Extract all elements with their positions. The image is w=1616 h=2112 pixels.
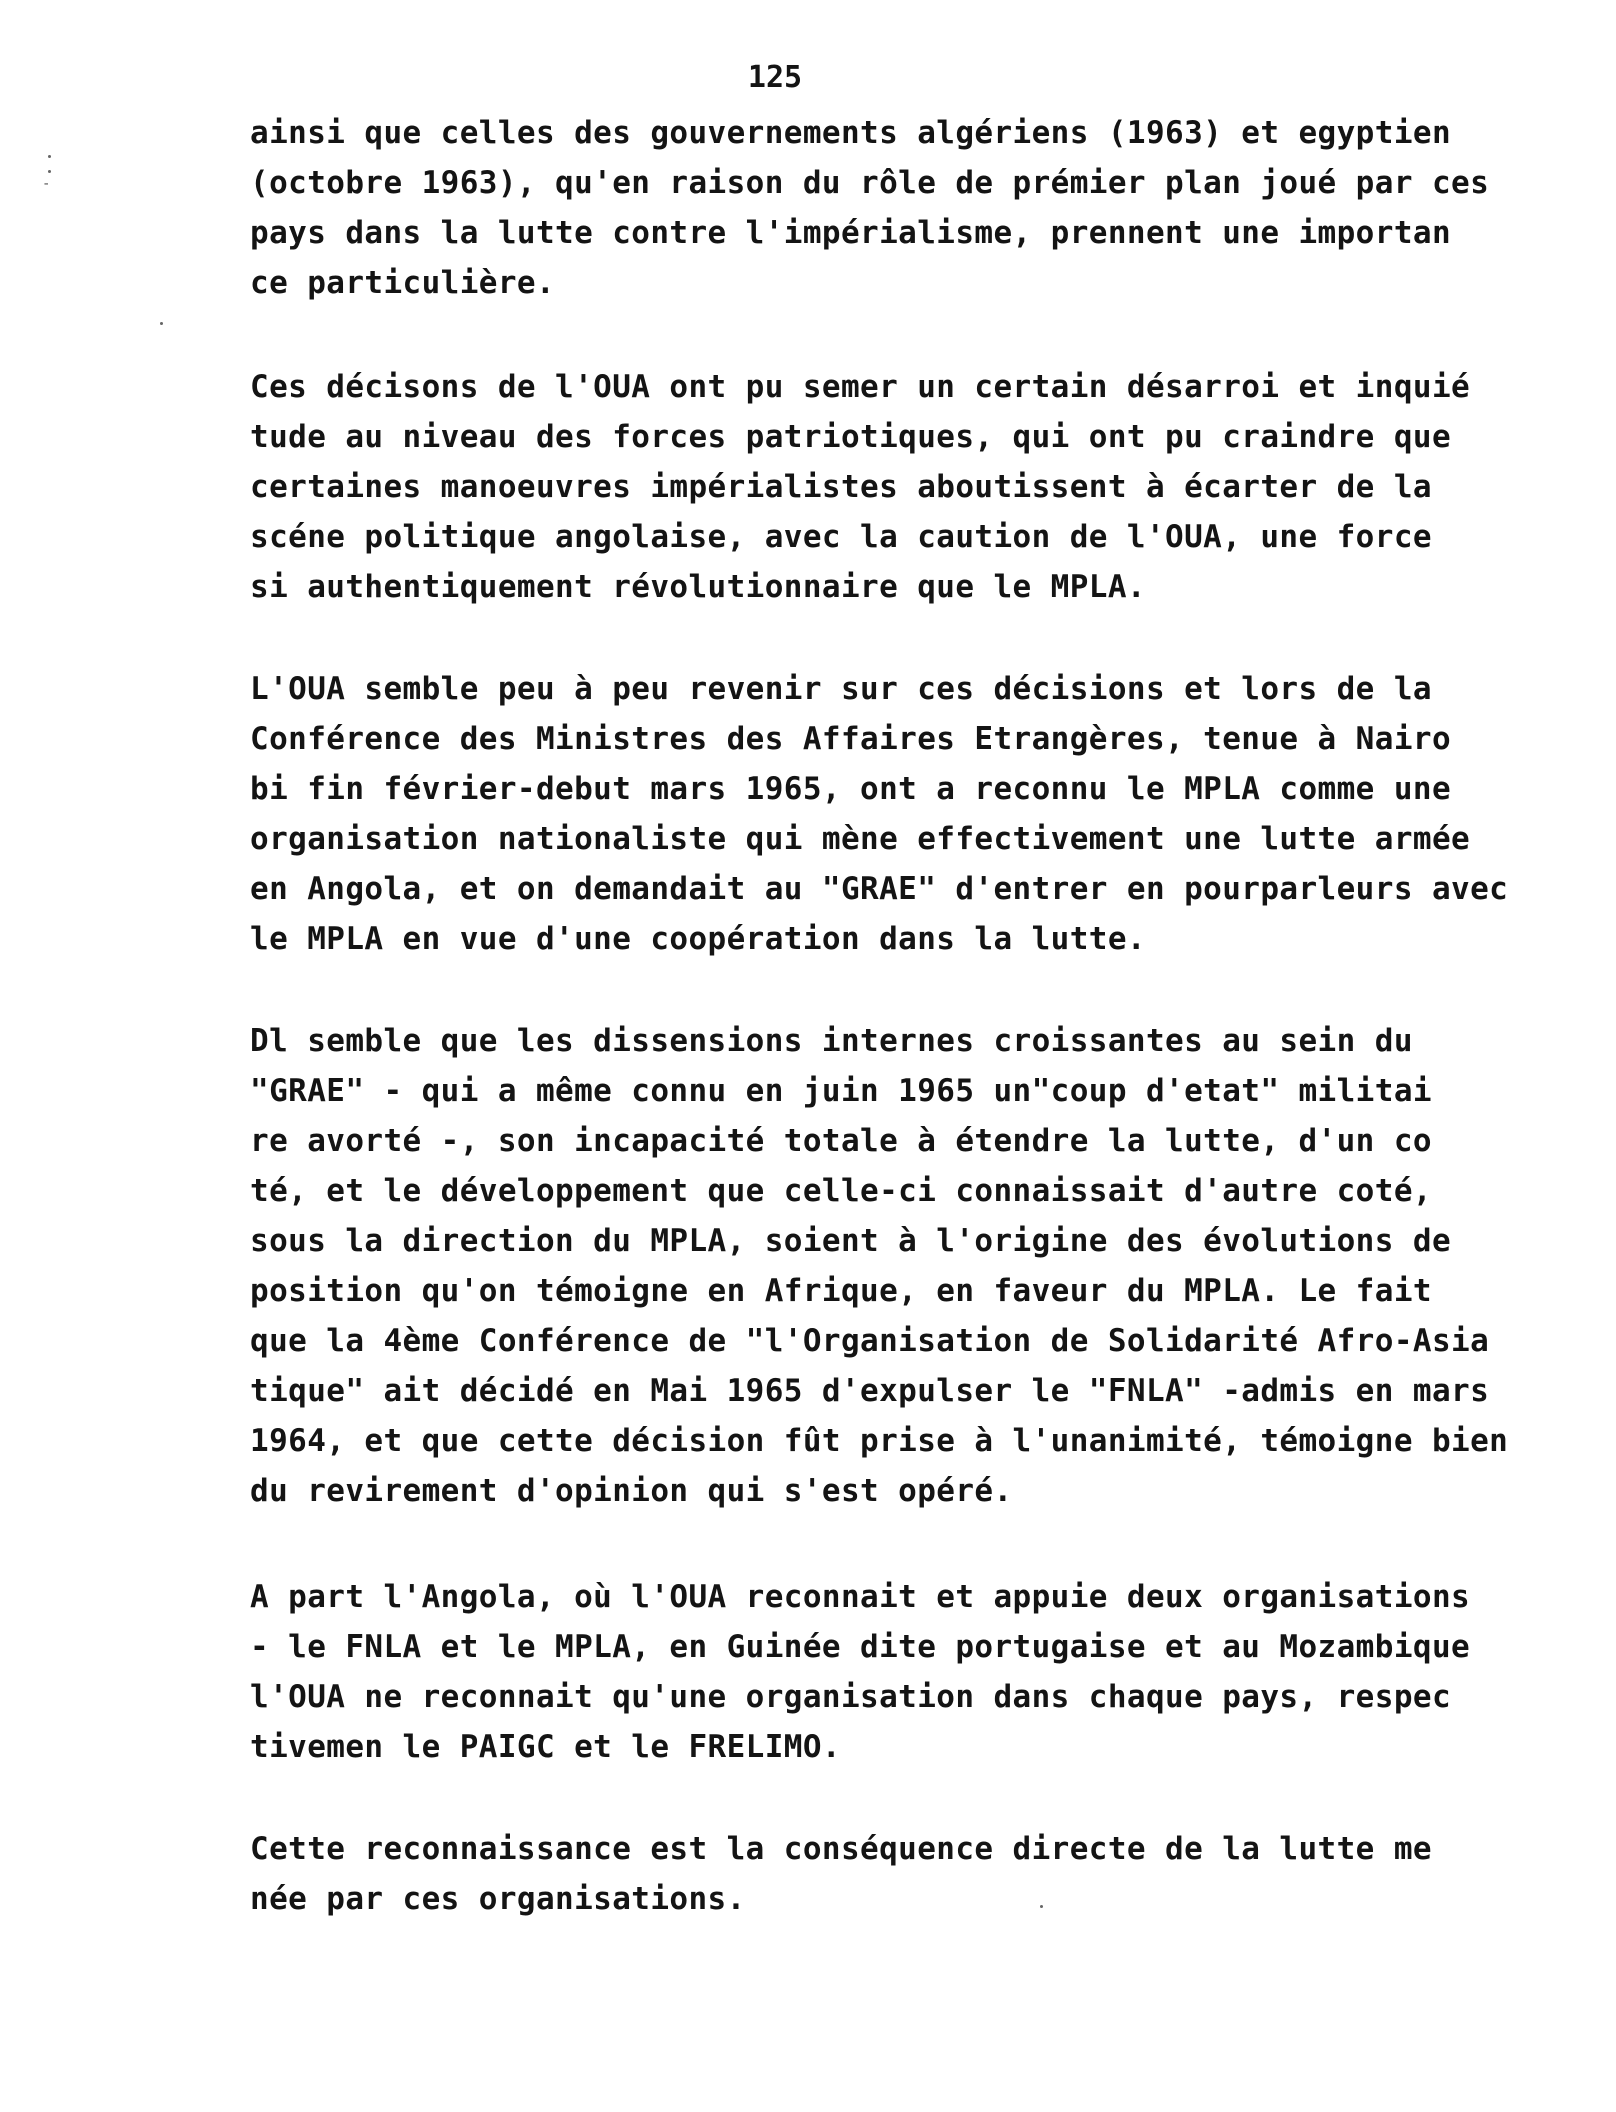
text-line: position qu'on témoigne en Afrique, en faveur du MPLA. Le fait	[250, 1273, 1432, 1309]
text-line: tique" ait décidé en Mai 1965 d'expulser le "FNLA" -admis en mars	[250, 1373, 1490, 1409]
text-line: tivemen le PAIGC et le FRELIMO.	[250, 1729, 841, 1765]
text-line: le MPLA en vue d'une coopération dans la lutte.	[250, 921, 1146, 957]
text-line: (octobre 1963), qu'en raison du rôle de prémier plan joué par ces	[250, 165, 1490, 201]
speck	[1040, 1905, 1043, 1908]
text-line: née par ces organisations.	[250, 1881, 746, 1917]
text-line: "GRAE" - qui a même connu en juin 1965 un"coup d'etat" militai	[250, 1073, 1432, 1109]
text-line: organisation nationaliste qui mène effectivement une lutte armée	[250, 821, 1471, 857]
margin-dot	[160, 322, 163, 325]
text-line: sous la direction du MPLA, soient à l'origine des évolutions de	[250, 1223, 1452, 1259]
text-line: Ces décisons de l'OUA ont pu semer un certain désarroi et inquié	[250, 369, 1471, 405]
text-line: certaines manoeuvres impérialistes aboutissent à écarter de la	[250, 469, 1432, 505]
text-line: que la 4ème Conférence de "l'Organisation de Solidarité Afro-Asia	[250, 1323, 1490, 1359]
text-line: si authentiquement révolutionnaire que le MPLA.	[250, 569, 1146, 605]
page-number: 125	[747, 60, 803, 95]
text-line: Cette reconnaissance est la conséquence directe de la lutte me	[250, 1831, 1432, 1867]
text-line: Dl semble que les dissensions internes croissantes au sein du	[250, 1023, 1413, 1059]
text-line: l'OUA ne reconnait qu'une organisation dans chaque pays, respec	[250, 1679, 1452, 1715]
text-line: pays dans la lutte contre l'impérialisme, prennent une importan	[250, 215, 1452, 251]
text-line: ainsi que celles des gouvernements algériens (1963) et egyptien	[250, 115, 1452, 151]
text-line: scéne politique angolaise, avec la caution de l'OUA, une force	[250, 519, 1432, 555]
text-line: té, et le développement que celle-ci connaissait d'autre coté,	[250, 1173, 1432, 1209]
text-line: bi fin février-debut mars 1965, ont a reconnu le MPLA comme une	[250, 771, 1452, 807]
margin-mark: -	[42, 176, 51, 192]
margin-dot	[48, 155, 51, 158]
margin-dot	[48, 170, 51, 173]
text-line: ce particulière.	[250, 265, 556, 301]
text-line: du revirement d'opinion qui s'est opéré.	[250, 1473, 1013, 1509]
text-line: 1964, et que cette décision fût prise à l'unanimité, témoigne bien	[250, 1423, 1509, 1459]
text-line: Conférence des Ministres des Affaires Etrangères, tenue à Nairo	[250, 721, 1452, 757]
text-line: en Angola, et on demandait au "GRAE" d'entrer en pourparleurs avec	[250, 871, 1509, 907]
text-line: re avorté -, son incapacité totale à étendre la lutte, d'un co	[250, 1123, 1432, 1159]
text-line: L'OUA semble peu à peu revenir sur ces décisions et lors de la	[250, 671, 1432, 707]
text-line: - le FNLA et le MPLA, en Guinée dite portugaise et au Mozambique	[250, 1629, 1471, 1665]
text-line: A part l'Angola, où l'OUA reconnait et appuie deux organisations	[250, 1579, 1471, 1615]
text-line: tude au niveau des forces patriotiques, qui ont pu craindre que	[250, 419, 1452, 455]
